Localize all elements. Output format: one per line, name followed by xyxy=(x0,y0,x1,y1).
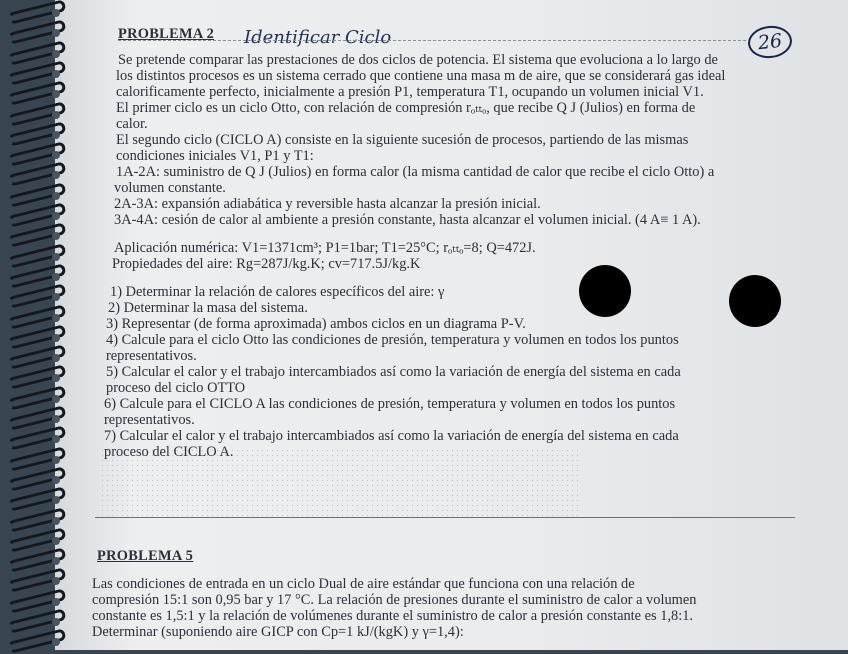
binding-hole xyxy=(52,50,60,58)
problem-2-line: El primer ciclo es un ciclo Otto, con relación de compresión rₒₜₜₒ, que recibe Q J (Julios) en forma de xyxy=(116,100,696,116)
problem-2-line: Se pretende comparar las prestaciones de dos ciclos de potencia. El sistema que evoluciona a lo largo de xyxy=(118,52,718,68)
binding-hole xyxy=(52,212,60,220)
problem-2-line: volumen constante. xyxy=(114,180,226,196)
binding-hole xyxy=(52,496,60,504)
problem-2-line: proceso del CICLO A. xyxy=(104,444,234,460)
binding-hole xyxy=(52,638,60,646)
header-rule xyxy=(118,40,746,41)
binding-hole xyxy=(52,415,60,423)
binding-hole xyxy=(52,253,60,261)
problem-2-line: Propiedades del aire: Rg=287J/kg.K; cv=717.5J/kg.K xyxy=(112,256,421,272)
binding-hole xyxy=(52,70,60,78)
problem-2-line: 3A-4A: cesión de calor al ambiente a presión constante, hasta alcanzar el volumen inicial. (4 A≡ 1 A). xyxy=(114,212,701,228)
problem-5-line: compresión 15:1 son 0,95 bar y 17 °C. La relación de presiones durante el suministro de calor a volumen xyxy=(92,592,697,608)
problem-2-line: representativos. xyxy=(104,412,195,428)
problem-5-line: constante es 1,5:1 y la relación de volúmenes durante el suministro de calor a presión constante es 1,8:1. xyxy=(92,608,694,624)
problem-2-line: calorificamente perfecto, inicialmente a presión P1, temperatura T1, ocupando un volumen inicial V1. xyxy=(116,84,704,100)
problem-2-line: 7) Calcular el calor y el trabajo intercambiados así como la variación de energía del sistema en cada xyxy=(104,428,679,444)
binding-hole xyxy=(52,90,60,98)
binding-hole xyxy=(52,314,60,322)
problem-2-line: 3) Representar (de forma aproximada) ambos ciclos en un diagrama P-V. xyxy=(106,316,526,332)
binding-hole xyxy=(52,232,60,240)
binding-hole xyxy=(52,29,60,37)
problem-2-line: 6) Calcule para el CICLO A las condiciones de presión, temperatura y volumen en todos los puntos xyxy=(104,396,676,412)
binding-hole xyxy=(52,476,60,484)
binding-hole xyxy=(52,395,60,403)
problem-2-title: PROBLEMA 2 xyxy=(118,26,215,42)
binding-hole xyxy=(52,537,60,545)
binding-hole xyxy=(52,435,60,443)
problem-5-line: Determinar (suponiendo aire GICP con Cp=1 kJ/(kgK) y γ=1,4): xyxy=(92,624,464,640)
binding-hole xyxy=(52,577,60,585)
problem-2-line: 2) Determinar la masa del sistema. xyxy=(108,300,308,316)
redaction-dot xyxy=(579,265,631,317)
binding-hole xyxy=(52,131,60,139)
problem-5-line: Las condiciones de entrada en un ciclo Dual de aire estándar que funciona con una relación de xyxy=(92,576,635,592)
binding-hole xyxy=(52,354,60,362)
problem-2-line: condiciones iniciales V1, P1 y T1: xyxy=(116,148,314,164)
redaction-dot xyxy=(729,275,781,327)
binding-hole xyxy=(52,517,60,525)
problem-2-line: 2A-3A: expansión adiabática y reversible hasta alcanzar la presión inicial. xyxy=(114,196,541,212)
problem-2-line: proceso del ciclo OTTO xyxy=(106,380,246,396)
problem-2-line: calor. xyxy=(116,116,148,132)
binding-hole xyxy=(52,111,60,119)
spiral-binding xyxy=(0,0,70,650)
problem-2-line: los distintos procesos es un sistema cerrado que contiene una masa m de aire, que se considerará gas ideal xyxy=(116,68,726,84)
binding-hole xyxy=(52,9,60,17)
problem-2-line: 4) Calcule para el ciclo Otto las condiciones de presión, temperatura y volumen en todos los puntos xyxy=(106,332,679,348)
problem-2-line: El segundo ciclo (CICLO A) consiste en la siguiente sucesión de procesos, partiendo de las mismas xyxy=(116,132,689,148)
section-divider xyxy=(95,517,795,518)
problem-2-line: 1A-2A: suministro de Q J (Julios) en forma calor (la misma cantidad de calor que recibe el ciclo Otto) a xyxy=(116,164,715,180)
binding-hole xyxy=(52,557,60,565)
problem-2-line: 5) Calcular el calor y el trabajo intercambiados así como la variación de energía del sistema en cada xyxy=(106,364,681,380)
binding-hole xyxy=(52,192,60,200)
page-number-circled: 26 xyxy=(746,24,793,60)
binding-hole xyxy=(52,374,60,382)
scan-noise xyxy=(100,448,580,518)
problem-5-title: PROBLEMA 5 xyxy=(97,548,194,564)
problem-2-line: representativos. xyxy=(106,348,197,364)
problem-2-line: 1) Determinar la relación de calores específicos del aire: γ xyxy=(110,284,445,300)
binding-hole xyxy=(52,456,60,464)
binding-hole xyxy=(52,293,60,301)
problem-2-line: Aplicación numérica: V1=1371cm³; P1=1bar; T1=25°C; rₒₜₜₒ=8; Q=472J. xyxy=(114,240,536,256)
binding-hole xyxy=(52,334,60,342)
handwritten-annotation: Identificar Ciclo xyxy=(244,27,392,48)
binding-hole xyxy=(52,171,60,179)
binding-hole xyxy=(52,618,60,626)
binding-hole xyxy=(52,151,60,159)
binding-hole xyxy=(52,598,60,606)
binding-hole xyxy=(52,273,60,281)
